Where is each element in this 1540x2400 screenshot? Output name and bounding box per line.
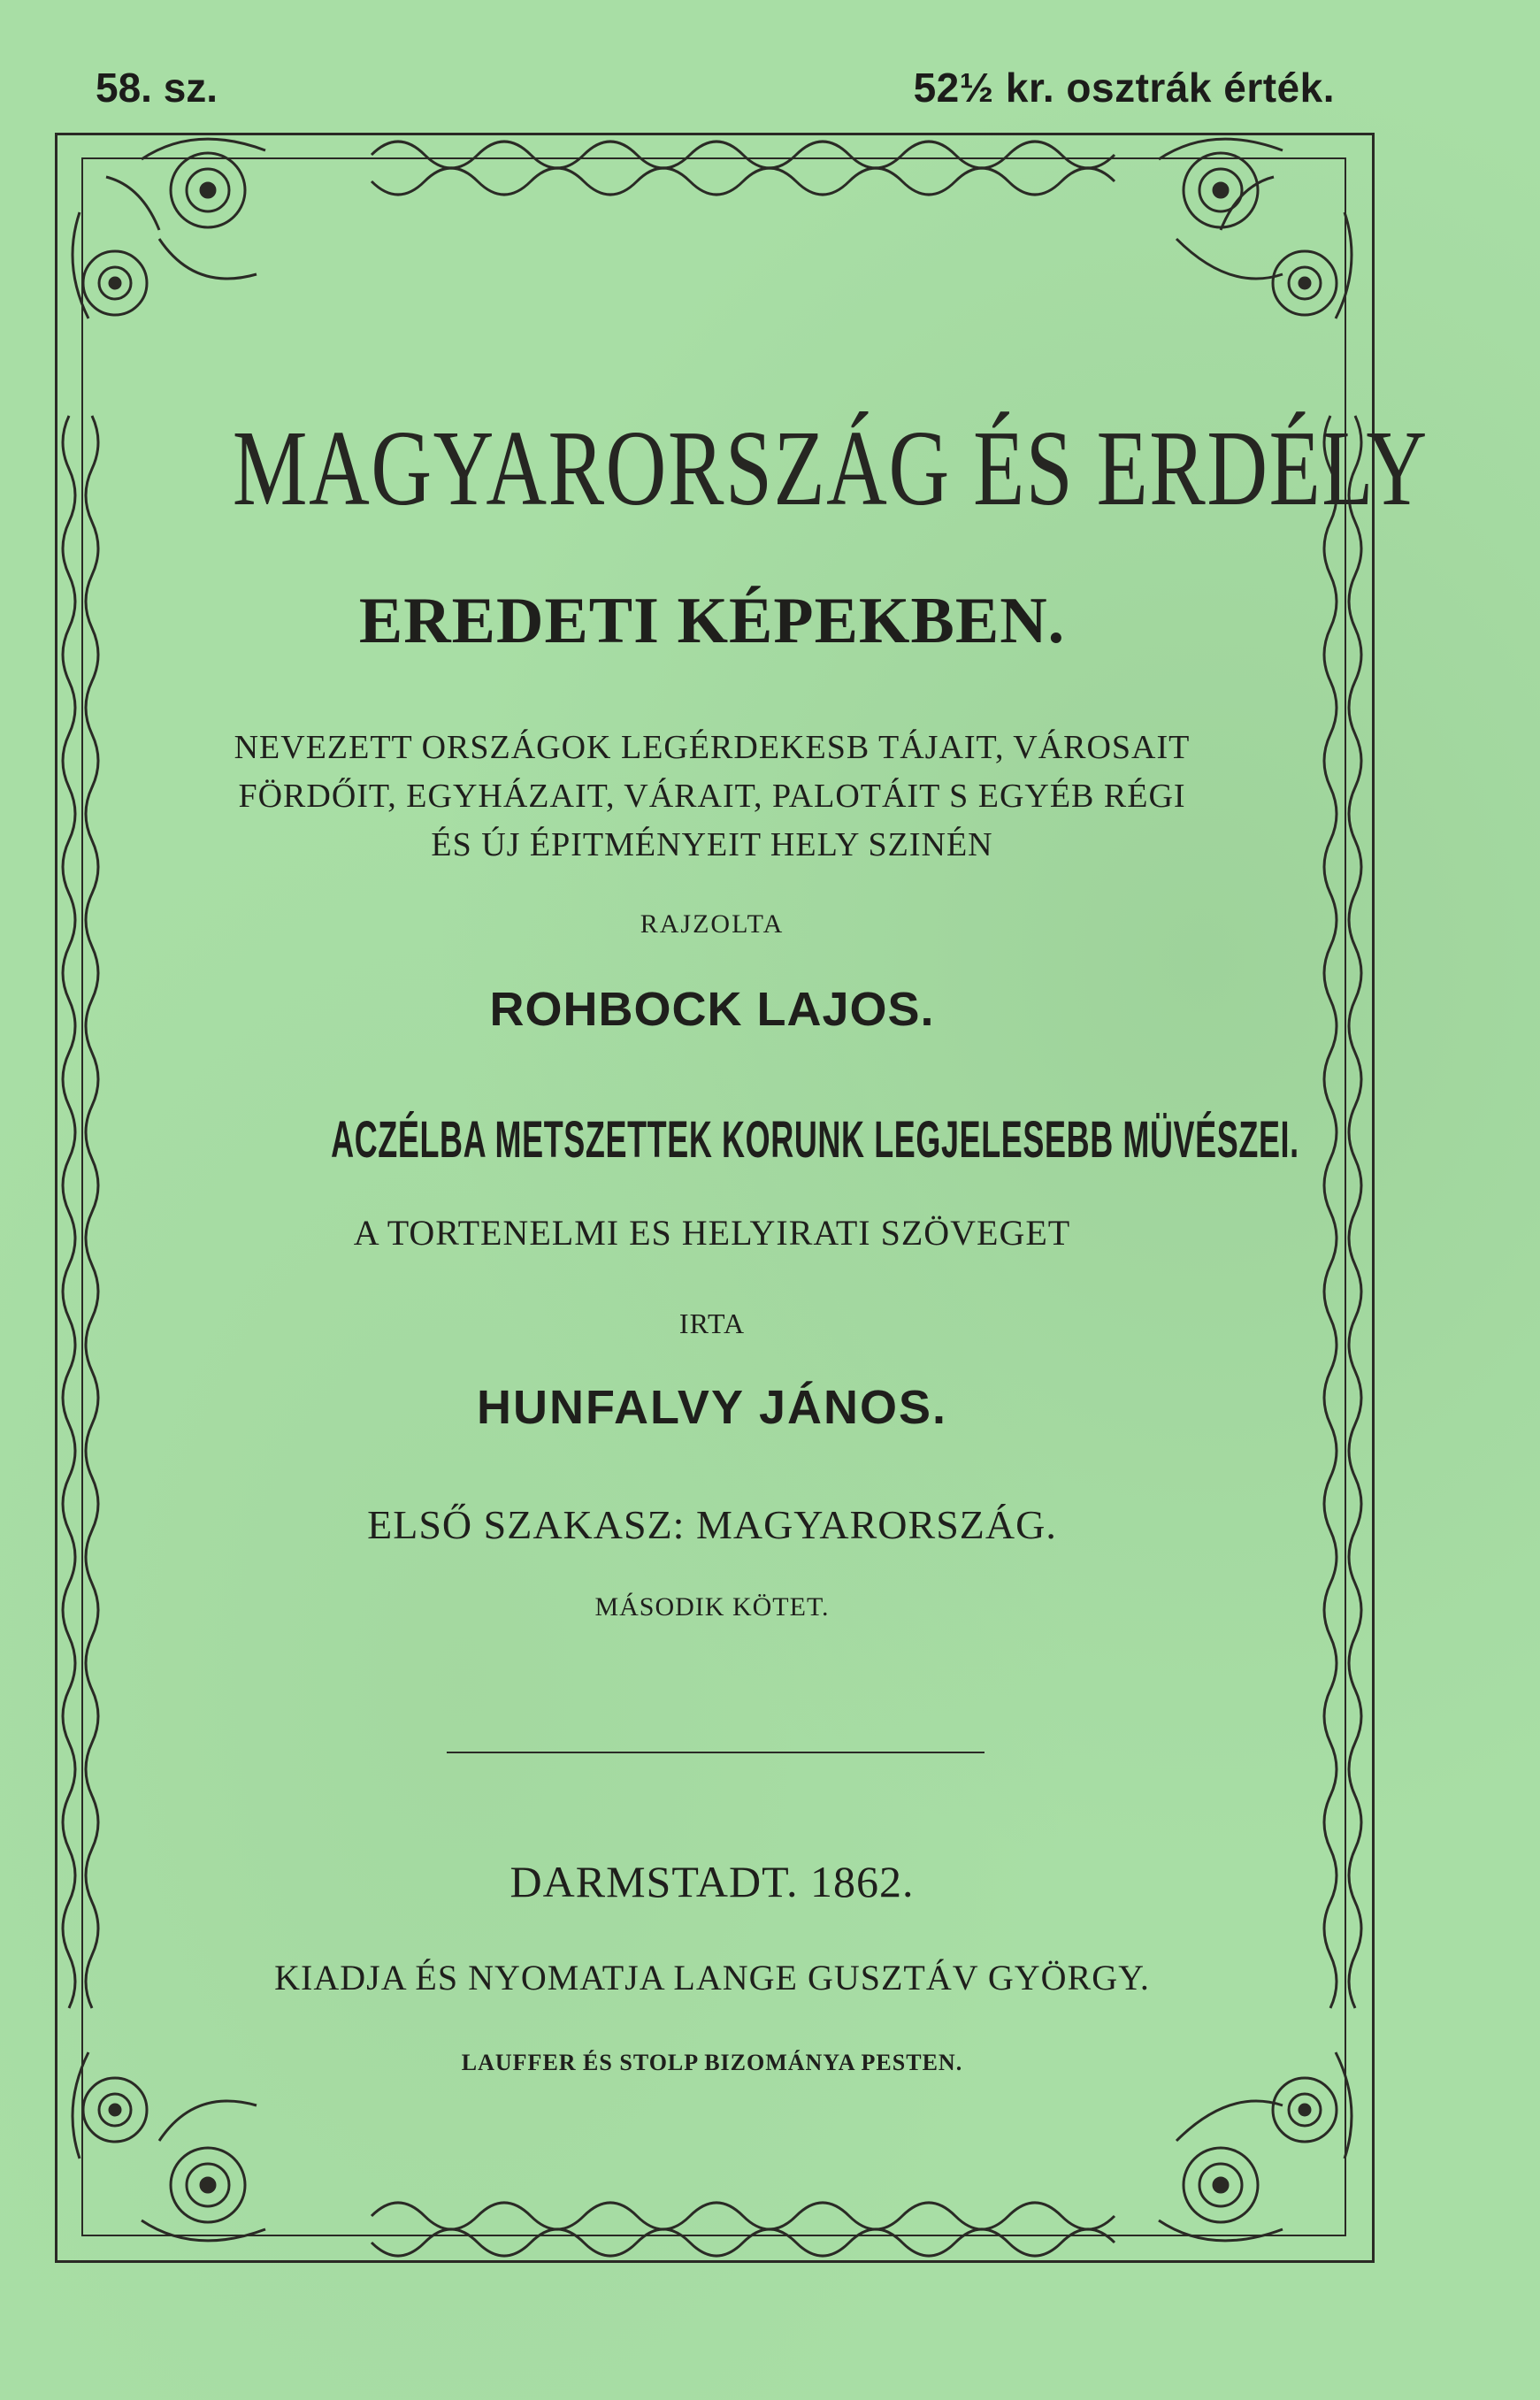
bottom-scroll-ornament — [372, 2203, 1115, 2229]
author-name: HUNFALVY JÁNOS. — [476, 1381, 948, 1434]
illustrator-name: ROHBOCK LAJOS. — [489, 983, 935, 1036]
corner-ornament-top-right — [1159, 139, 1352, 318]
drawn-by-label: RAJZOLTA — [640, 909, 785, 939]
place-year: DARMSTADT. 1862. — [510, 1857, 915, 1906]
description-line-3: ÉS ÚJ ÉPITMÉNYEIT HELY SZINÉN — [431, 826, 993, 863]
description-line-1: NEVEZETT ORSZÁGOK LEGÉRDEKESB TÁJAIT, VÁROSAIT — [234, 729, 1191, 766]
bottom-scroll-ornament-lower — [372, 2229, 1115, 2256]
corner-ornament-bottom-right — [1159, 2052, 1352, 2241]
divider-rule — [447, 1752, 985, 1753]
issue-number: 58. sz. — [96, 65, 218, 111]
section-label: ELSŐ SZAKASZ: MAGYARORSZÁG. — [367, 1502, 1057, 1547]
book-title: MAGYARORSZÁG ÉS ERDÉLY — [232, 409, 1429, 528]
left-scroll-ornament-inner — [86, 416, 98, 2008]
right-scroll-ornament-inner — [1349, 416, 1361, 2008]
top-scroll-ornament-lower — [372, 168, 1115, 195]
volume-label: MÁSODIK KÖTET. — [594, 1592, 830, 1622]
left-scroll-ornament — [63, 416, 75, 2008]
publisher-line: KIADJA ÉS NYOMATJA LANGE GUSZTÁV GYÖRGY. — [274, 1958, 1150, 1997]
corner-ornament-top-left — [73, 139, 265, 318]
engraved-line: ACZÉLBA METSZETTEK KORUNK LEGJELESEBB MÜVÉSZEI. — [331, 1111, 1299, 1169]
history-line: A TORTENELMI ES HELYIRATI SZÖVEGET — [353, 1213, 1071, 1253]
top-scroll-ornament — [372, 142, 1115, 168]
written-by-label: IRTA — [678, 1307, 746, 1339]
book-subtitle: EREDETI KÉPEKBEN. — [358, 585, 1066, 657]
corner-ornament-bottom-left — [73, 2052, 265, 2241]
commission-line: LAUFFER ÉS STOLP BIZOMÁNYA PESTEN. — [461, 2050, 963, 2075]
description-line-2: FÖRDŐIT, EGYHÁZAIT, VÁRAIT, PALOTÁIT S EGYÉB RÉGI — [238, 778, 1186, 815]
price-label: 52½ kr. osztrák érték. — [913, 65, 1335, 111]
